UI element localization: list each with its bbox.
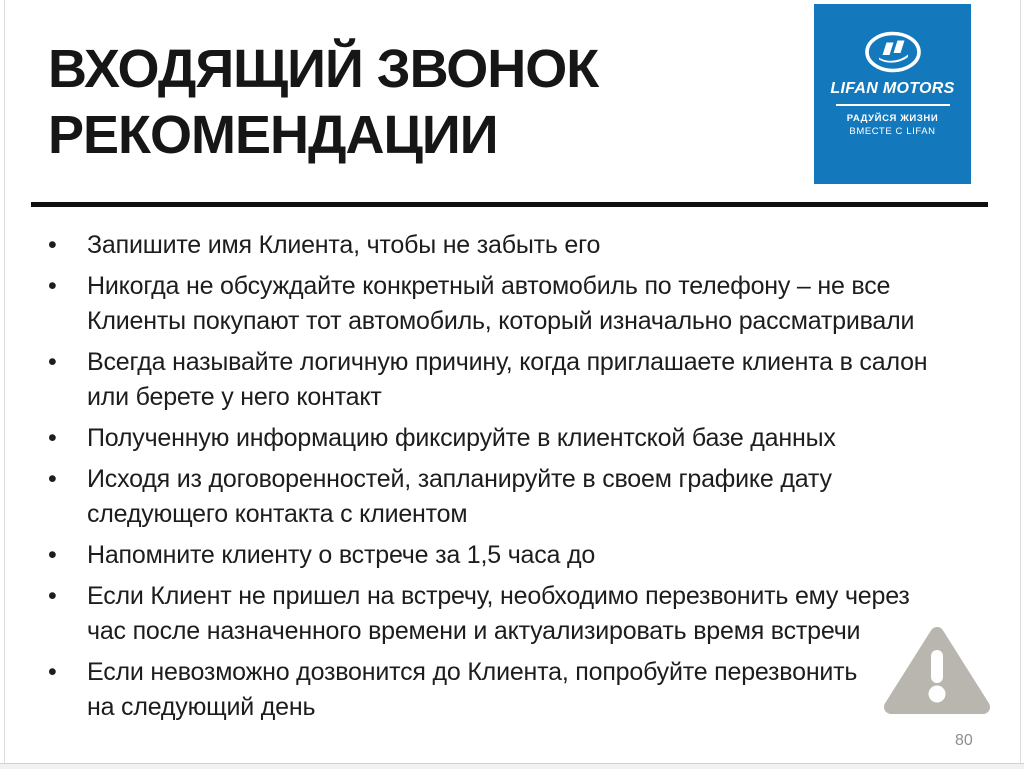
- title-underline-rule: [31, 202, 988, 207]
- page-number: 80: [955, 732, 973, 749]
- slide-title-line-2: РЕКОМЕНДАЦИИ: [48, 105, 498, 165]
- logo-tagline-line-1: РАДУЙСЯ ЖИЗНИ: [846, 113, 939, 124]
- slide-title-line-1: ВХОДЯЩИЙ ЗВОНОК: [48, 39, 599, 99]
- list-item: [46, 421, 986, 456]
- bullet-line: • Напомните клиенту о встрече за 1,5 часа до: [87, 541, 596, 569]
- lifan-emblem-icon: [864, 31, 922, 73]
- bullet-line: • Полученную информацию фиксируйте в клиентской базе данных: [87, 424, 836, 452]
- bullet-line: • Никогда не обсуждайте конкретный автомобиль по телефону – не все: [87, 272, 891, 300]
- list-item: [46, 462, 986, 532]
- bullet-line: или берете у него контакт: [87, 383, 382, 411]
- list-item: [46, 655, 986, 725]
- bullet-line: следующего контакта с клиентом: [87, 500, 468, 528]
- bullet-line: • Если Клиент не пришел на встречу, необходимо перезвонить ему через: [87, 582, 910, 610]
- list-item: [46, 269, 986, 339]
- recommendations-list: [46, 228, 986, 731]
- bullet-line: Клиенты покупают тот автомобиль, который изначально рассматривали: [87, 307, 915, 335]
- list-item: [46, 228, 986, 263]
- logo-tagline-line-2: ВМЕСТЕ С LIFAN: [849, 126, 936, 137]
- slide-title: [48, 36, 598, 168]
- bullet-line: • Запишите имя Клиента, чтобы не забыть его: [87, 231, 601, 259]
- bullet-line: • Исходя из договоренностей, запланируйте в своем графике дату: [87, 465, 832, 493]
- slide-bottom-strip: [0, 764, 1024, 769]
- list-item: [46, 345, 986, 415]
- slide-border-left: [4, 0, 5, 764]
- list-item: [46, 579, 986, 649]
- bullet-line: час после назначенного времени и актуализировать время встречи: [87, 617, 861, 645]
- bullet-line: • Всегда называйте логичную причину, когда приглашаете клиента в салон: [87, 348, 928, 376]
- lifan-logo-box: [814, 4, 971, 184]
- bullet-line: • Если невозможно дозвонится до Клиента, попробуйте перезвонить: [87, 658, 858, 686]
- logo-divider-line: [836, 104, 950, 106]
- lifan-brand-text: LIFAN MOTORS: [830, 80, 955, 97]
- bullet-line: на следующий день: [87, 693, 316, 721]
- slide-border-right: [1020, 0, 1021, 764]
- list-item: [46, 538, 986, 573]
